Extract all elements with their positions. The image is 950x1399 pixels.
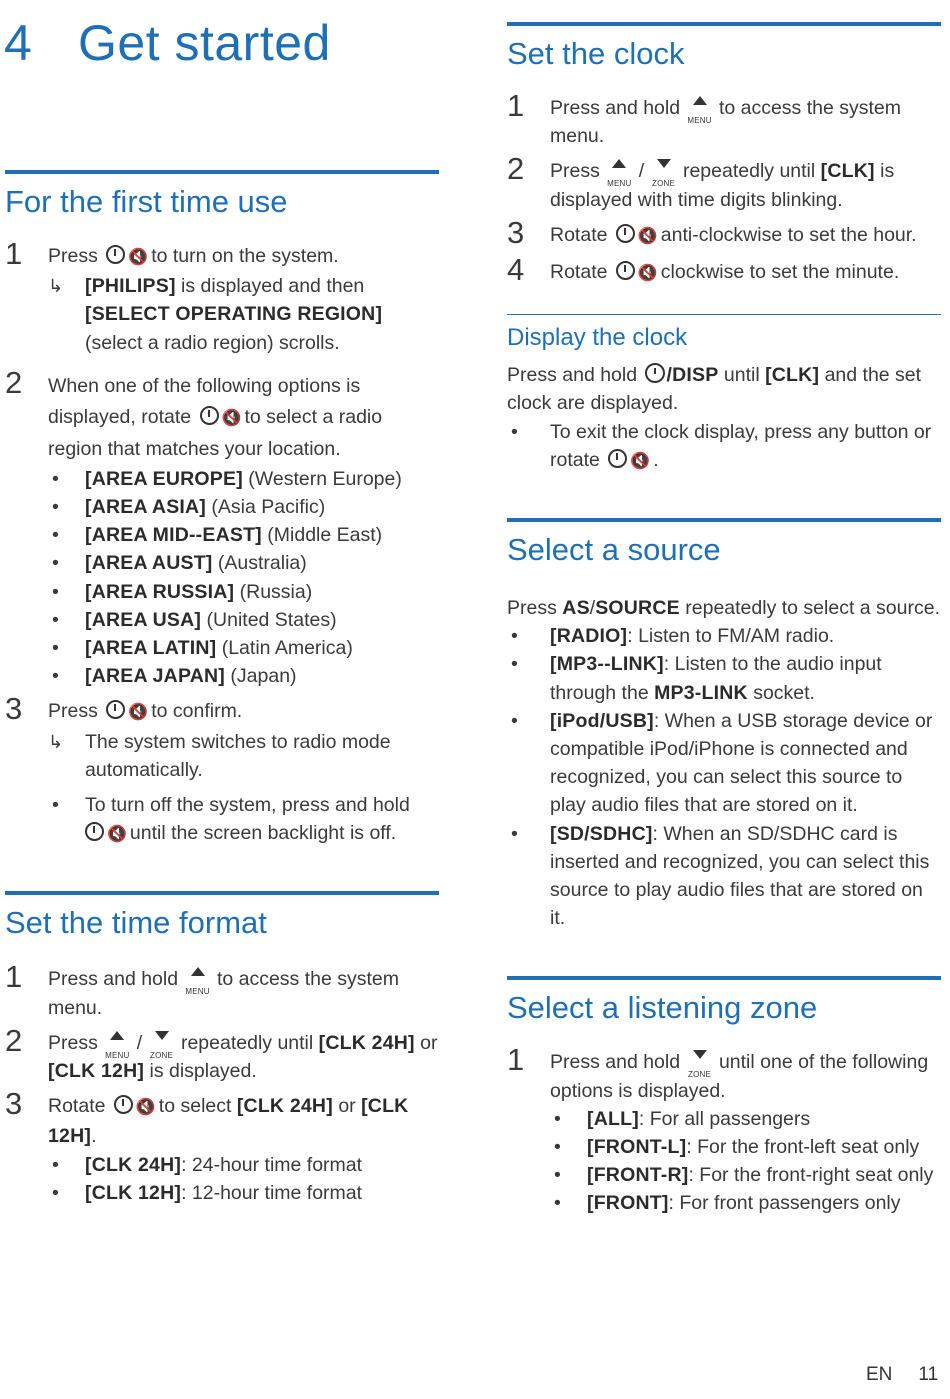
zone-options <box>550 1105 941 1218</box>
mute-icon: 🔇 <box>128 704 149 722</box>
step-text: Rotate 🔇 anti-clockwise to set the hour. <box>550 223 917 246</box>
note-item: • To exit the clock display, press any button or rotate 🔇 . <box>511 420 932 471</box>
region-item: • [AREA AUST] (Australia) <box>52 552 307 575</box>
step-number: 1 <box>507 88 525 123</box>
clock-step-3 <box>507 214 941 251</box>
time-format-options <box>48 1151 439 1207</box>
section-display-clock <box>507 314 941 476</box>
section-select-source <box>507 518 941 932</box>
left-column <box>5 170 439 1207</box>
source-item: • [iPod/USB]: When a USB storage device or compatible iPod/iPhone is connected and recognized, you can select this source to play audio files that are stored on it. <box>511 709 933 817</box>
section-title-display-clock: Display the clock <box>507 314 941 357</box>
chapter-title-text: Get started <box>78 15 331 71</box>
region-item: • [AREA EUROPE] (Western Europe) <box>52 467 402 490</box>
power-icon <box>85 822 104 841</box>
region-item: • [AREA RUSSIA] (Russia) <box>52 580 313 603</box>
zone-option: • [FRONT-L]: For the front-left seat only <box>554 1136 920 1159</box>
zone-down-icon: ZONE <box>148 1031 176 1053</box>
step-text: Rotate 🔇 clockwise to set the minute. <box>550 261 900 284</box>
zone-option: • [FRONT]: For front passengers only <box>554 1192 901 1215</box>
step-number: 2 <box>507 151 525 187</box>
mute-icon: 🔇 <box>637 265 658 283</box>
clock-display-icon <box>645 363 665 383</box>
time-format-steps <box>5 959 439 1207</box>
display-clock-notes <box>507 418 941 476</box>
power-icon <box>200 406 219 425</box>
note-list <box>48 791 439 849</box>
first-use-step-1 <box>5 236 439 357</box>
result-line: ↳ [PHILIPS] is displayed and then [SELECT OPERATING REGION] (select a radio region) scrolls. <box>48 272 439 357</box>
step-text: Press MENU / ZONE repeatedly until [CLK 24H] or [CLK 12H] is displayed. <box>48 1031 438 1083</box>
menu-up-icon: MENU <box>605 159 633 181</box>
chapter-number: 4 <box>4 15 33 71</box>
step-number: 1 <box>5 959 23 995</box>
step-number: 4 <box>507 252 525 288</box>
section-title-set-clock: Set the clock <box>507 22 941 76</box>
menu-up-icon: MENU <box>103 1031 131 1053</box>
step-text: Press and hold MENU to access the system menu. <box>48 968 400 1019</box>
step-number: 2 <box>5 364 23 400</box>
step-number: 3 <box>5 1086 23 1122</box>
mute-icon: 🔇 <box>637 227 658 245</box>
zone-option: • [ALL]: For all passengers <box>554 1107 811 1130</box>
note-item: • To turn off the system, press and hold 🔇 until the screen backlight is off. <box>52 794 410 845</box>
step-number: 3 <box>507 214 525 250</box>
clock-step-2 <box>507 151 941 213</box>
section-title-select-source: Select a source <box>507 518 941 572</box>
zone-step-1 <box>507 1042 941 1217</box>
section-title-first-use: For the first time use <box>5 170 439 224</box>
mute-icon: 🔇 <box>135 1099 156 1117</box>
zone-down-icon: ZONE <box>686 1050 714 1072</box>
power-icon <box>114 1095 133 1114</box>
step-text: Press and hold MENU to access the system menu. <box>550 97 902 148</box>
source-item: • [RADIO]: Listen to FM/AM radio. <box>511 625 835 648</box>
zone-down-icon: ZONE <box>650 159 678 181</box>
power-icon <box>608 449 627 468</box>
power-icon <box>106 700 125 719</box>
menu-up-icon: MENU <box>686 96 714 118</box>
result-line: ↳ The system switches to radio mode automatically. <box>48 728 439 784</box>
display-clock-text: Press and hold /DISP until [CLK] and the set clock are displayed. <box>507 364 922 415</box>
step-text: Press and hold ZONE until one of the following options is displayed. <box>550 1051 929 1102</box>
step-text: Press 🔇 to confirm. <box>48 700 243 723</box>
result-arrow-icon: ↳ <box>48 276 64 297</box>
option-item: • [CLK 24H]: 24-hour time format <box>52 1153 363 1176</box>
mute-icon: 🔇 <box>630 452 651 470</box>
section-set-clock <box>507 22 941 288</box>
page-number: 11 <box>918 1364 939 1385</box>
zone-steps <box>507 1042 941 1217</box>
option-item: • [CLK 12H]: 12-hour time format <box>52 1181 363 1204</box>
first-use-step-2 <box>5 364 439 691</box>
step-number: 2 <box>5 1022 23 1058</box>
region-item: • [AREA JAPAN] (Japan) <box>52 665 297 688</box>
section-listening-zone <box>507 976 941 1217</box>
power-icon <box>616 261 635 280</box>
mute-icon: 🔇 <box>128 249 149 266</box>
region-item: • [AREA ASIA] (Asia Pacific) <box>52 496 326 519</box>
result-arrow-icon: ↳ <box>48 731 64 752</box>
time-format-step-1 <box>5 959 439 1021</box>
zone-option: • [FRONT-R]: For the front-right seat only <box>554 1164 934 1187</box>
page-footer <box>866 1364 938 1386</box>
section-title-listening-zone: Select a listening zone <box>507 976 941 1030</box>
time-format-step-3 <box>5 1086 439 1207</box>
first-use-steps <box>5 236 439 849</box>
source-item: • [MP3--LINK]: Listen to the audio input through the MP3-LINK socket. <box>511 653 882 704</box>
section-title-time-format: Set the time format <box>5 891 439 945</box>
clock-steps <box>507 88 941 288</box>
source-item: • [SD/SDHC]: When an SD/SDHC card is inserted and recognized, you can select this source to play audio files that are stored on it. <box>511 822 930 930</box>
power-icon <box>616 224 635 243</box>
mute-icon: 🔇 <box>107 826 127 844</box>
chapter-title <box>4 14 331 72</box>
region-list <box>48 465 439 691</box>
step-number: 1 <box>507 1042 525 1078</box>
region-item: • [AREA USA] (United States) <box>52 608 337 631</box>
region-item: • [AREA MID--EAST] (Middle East) <box>52 524 383 547</box>
clock-step-1 <box>507 88 941 150</box>
right-column <box>507 22 941 1218</box>
step-number: 1 <box>5 236 23 271</box>
first-use-step-3 <box>5 691 439 849</box>
clock-step-4 <box>507 252 941 288</box>
menu-up-icon: MENU <box>184 967 212 989</box>
source-list <box>507 622 941 932</box>
step-text: Rotate 🔇 to select [CLK 24H] or [CLK 12H]. <box>48 1095 409 1148</box>
step-number: 3 <box>5 691 23 727</box>
power-icon <box>106 245 125 264</box>
step-text: When one of the following options is displayed, rotate 🔇 to select a radio region that matches your location. <box>48 374 383 460</box>
footer-language: EN <box>866 1364 893 1385</box>
mute-icon: 🔇 <box>221 409 242 427</box>
step-text: Press MENU / ZONE repeatedly until [CLK] is displayed with time digits blinking. <box>550 160 895 211</box>
region-item: • [AREA LATIN] (Latin America) <box>52 637 353 660</box>
source-intro: Press AS/SOURCE repeatedly to select a source. <box>507 597 940 620</box>
section-first-use <box>5 170 439 849</box>
step-text: Press 🔇 to turn on the system. <box>48 245 339 267</box>
section-time-format <box>5 891 439 1207</box>
time-format-step-2 <box>5 1022 439 1085</box>
